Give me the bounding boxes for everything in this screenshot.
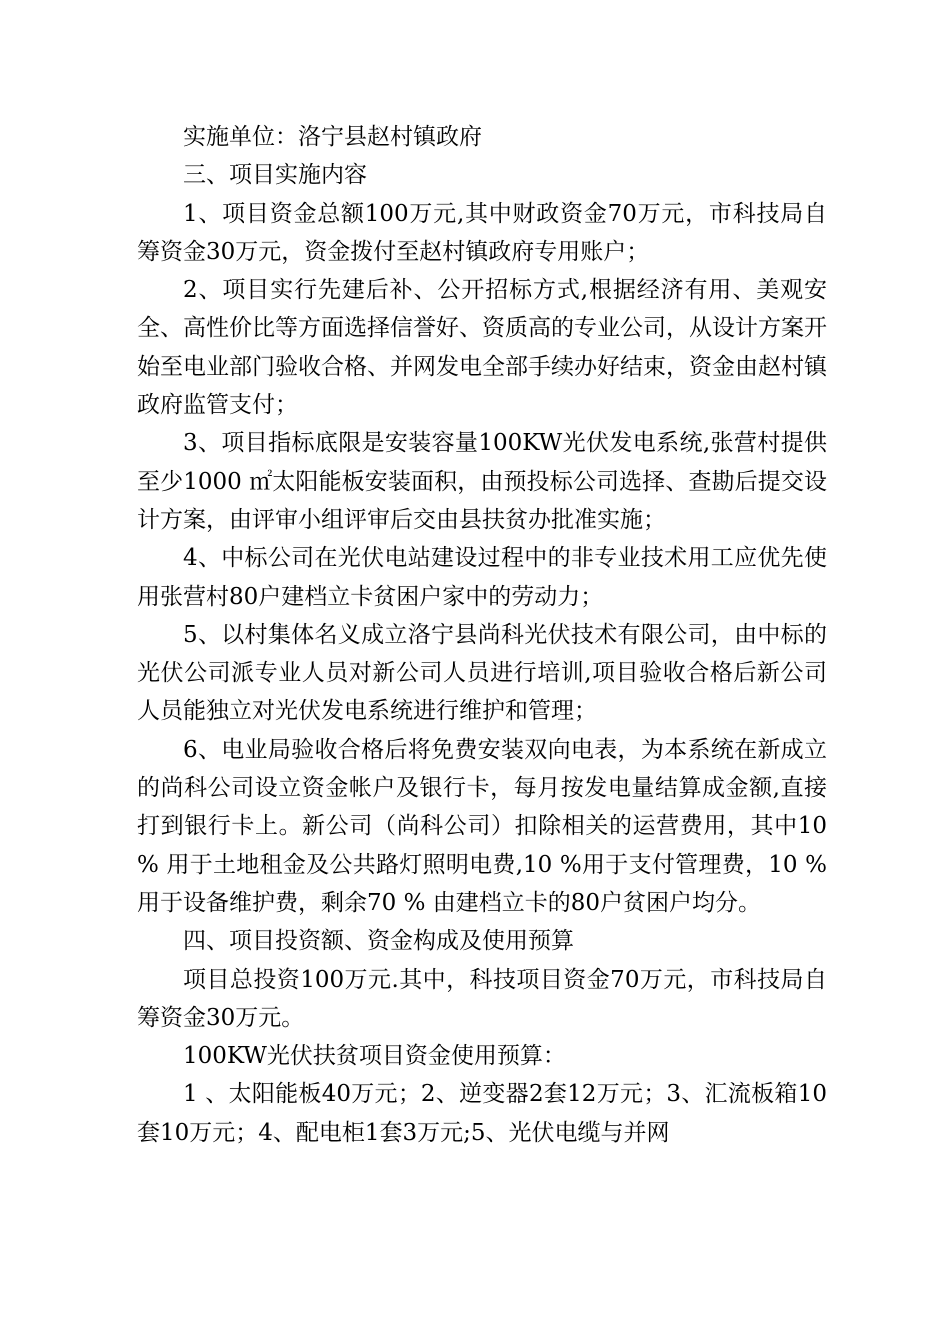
paragraph-item-2: 2、项目实行先建后补、公开招标方式,根据经济有用、美观安全、高性价比等方面选择信誉好、资质高的专业公司，从设计方案开始至电业部门验收合格、并网发电全部手续办好结束，资金由赵村镇政府监管支付；	[137, 277, 827, 419]
paragraph-total-investment: 项目总投资100万元.其中，科技项目资金70万元，市科技局自筹资金30万元。	[137, 966, 827, 1031]
document-body	[137, 118, 827, 1152]
paragraph-item-3: 3、项目指标底限是安装容量100KW光伏发电系统,张营村提供至少1000 ㎡太阳能板安装面积，由预投标公司选择、查勘后提交设计方案，由评审小组评审后交由县扶贫办批准实施；	[137, 430, 827, 533]
paragraph-item-5: 5、以村集体名义成立洛宁县尚科光伏技术有限公司，由中标的光伏公司派专业人员对新公司人员进行培训,项目验收合格后新公司人员能独立对光伏发电系统进行维护和管理；	[137, 621, 827, 725]
paragraph-item-1: 1、项目资金总额100万元,其中财政资金70万元，市科技局自筹资金30万元，资金拨付至赵村镇政府专用账户；	[137, 200, 827, 265]
implementation-unit-line: 实施单位：洛宁县赵村镇政府	[183, 124, 482, 150]
paragraph-budget-title: 100KW光伏扶贫项目资金使用预算：	[183, 1043, 566, 1070]
paragraph-item-6: 6、电业局验收合格后将免费安装双向电表，为本系统在新成立的尚科公司设立资金帐户及银行卡，每月按发电量结算成金额,直接打到银行卡上。新公司（尚科公司）扣除相关的运营费用，其中10 % 用于土地租金及公共路灯照明电费,10 %用于支付管理费，10 % 用于设备维护费，剩余70 % 由建档立卡的80户贫困户均分。	[137, 736, 827, 916]
section-heading-implementation: 三、项目实施内容	[183, 162, 367, 189]
paragraph-item-4: 4、中标公司在光伏电站建设过程中的非专业技术用工应优先使用张营村80户建档立卡贫困户家中的劳动力；	[137, 545, 827, 610]
paragraph-budget-items: 1 、太阳能板40万元；2、逆变器2套12万元；3、汇流板箱10套10万元；4、配电柜1套3万元;5、光伏电缆与并网	[137, 1081, 827, 1146]
section-heading-investment: 四、项目投资额、资金构成及使用预算	[183, 928, 574, 955]
